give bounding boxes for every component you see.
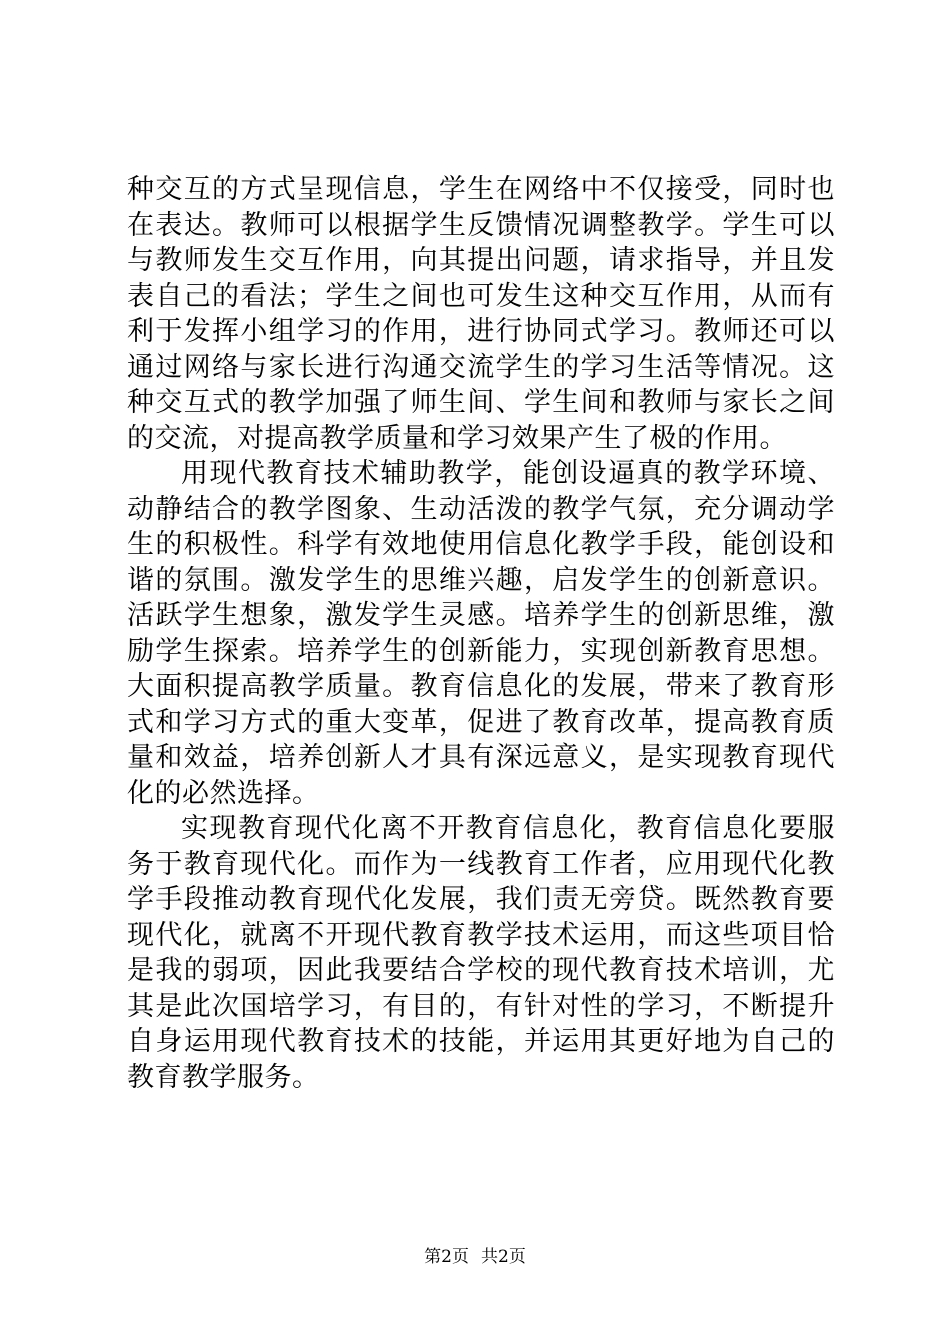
page-total: 共2页 — [481, 1247, 526, 1267]
page-number: 第2页 — [424, 1247, 469, 1267]
paragraph-3: 实现教育现代化离不开教育信息化，教育信息化要服务于教育现代化。而作为一线教育工作者，应用现代化教学手段推动教育现代化发展，我们责无旁贷。既然教育要现代化，就离不开现代教育教学技术运用，而这些项目恰是我的弱项，因此我要结合学校的现代教育技术培训，尤其是此次国培学习，有目的，有针对性的学习，不断提升自身运用现代教育技术的技能，并运用其更好地为自己的教育教学服务。 — [127, 813, 835, 1093]
page-footer — [0, 1245, 950, 1269]
document-body — [127, 172, 835, 1095]
paragraph-2: 用现代教育技术辅助教学，能创设逼真的教学环境、动静结合的教学图象、生动活泼的教学气氛，充分调动学生的积极性。科学有效地使用信息化教学手段，能创设和谐的氛围。激发学生的思维兴趣，启发学生的创新意识。活跃学生想象，激发学生灵感。培养学生的创新思维，激励学生探索。培养学生的创新能力，实现创新教育思想。大面积提高教学质量。教育信息化的发展，带来了教育形式和学习方式的重大变革，促进了教育改革，提高教育质量和效益，培养创新人才具有深远意义，是实现教育现代化的必然选择。 — [127, 458, 835, 809]
paragraph-1: 种交互的方式呈现信息，学生在网络中不仅接受，同时也在表达。教师可以根据学生反馈情况调整教学。学生可以与教师发生交互作用，向其提出问题，请求指导，并且发表自己的看法；学生之间也可发生这种交互作用，从而有利于发挥小组学习的作用，进行协同式学习。教师还可以通过网络与家长进行沟通交流学生的学习生活等情况。这种交互式的教学加强了师生间、学生间和教师与家长之间的交流，对提高教学质量和学习效果产生了极的作用。 — [127, 174, 835, 454]
